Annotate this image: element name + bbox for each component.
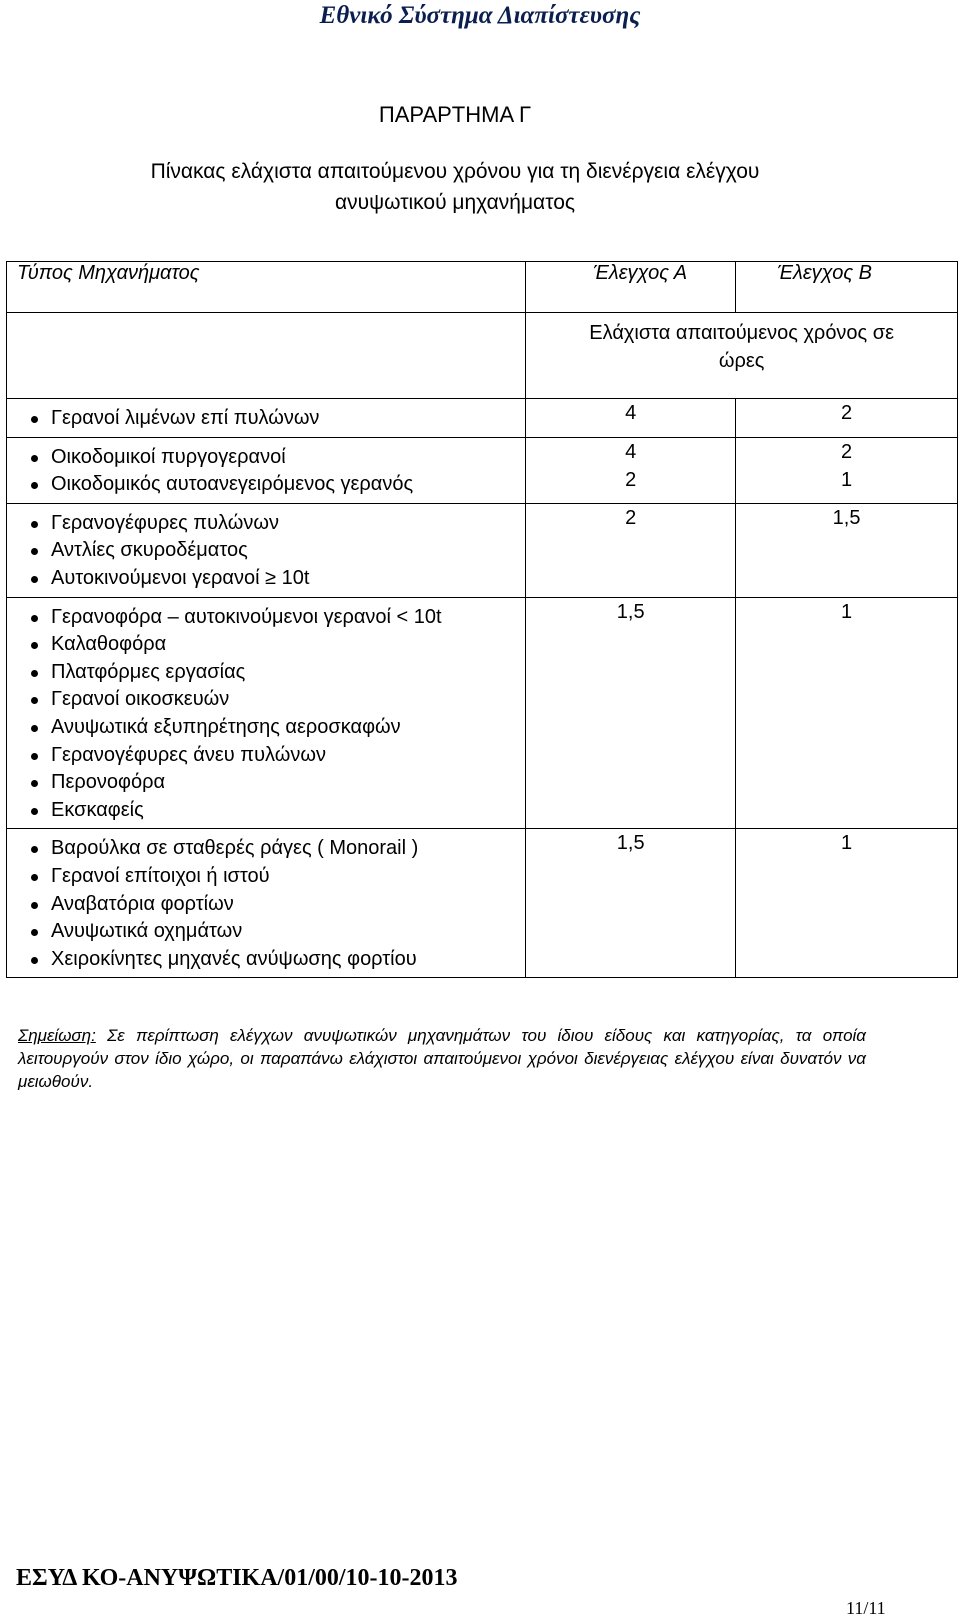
check-b-hours: 1 <box>840 832 853 855</box>
list-item: Πλατφόρμες εργασίας <box>31 659 525 687</box>
check-a-hours: 1,5 <box>616 832 645 855</box>
column-header-machine-type: Τύπος Μηχανήματος <box>7 262 526 313</box>
check-b-value <box>736 597 958 829</box>
units-cell <box>526 313 958 399</box>
table-title-line-1: Πίνακας ελάχιστα απαιτούμενου χρόνου για τη διενέργεια ελέγχου <box>150 160 760 183</box>
table-row <box>7 399 958 438</box>
check-b-hours: 1 <box>840 468 853 491</box>
machine-types-cell <box>7 503 526 597</box>
list-item: Αυτοκινούμενοι γερανοί ≥ 10t <box>31 565 525 593</box>
table-units-row <box>7 313 958 399</box>
check-b-hours: 2 <box>840 440 853 463</box>
list-item: Γερανοφόρα – αυτοκινούμενοι γερανοί < 10t <box>31 604 525 632</box>
table-title <box>40 156 870 218</box>
list-item: Καλαθοφόρα <box>31 631 525 659</box>
list-item: Ανυψωτικά εξυπηρέτησης αεροσκαφών <box>31 714 525 742</box>
list-item: Γερανοί οικοσκευών <box>31 686 525 714</box>
check-a-hours: 1,5 <box>616 600 645 623</box>
check-b-hours: 1 <box>840 600 853 623</box>
check-b-value <box>736 829 958 978</box>
column-header-check-b: Έλεγχος Β <box>736 262 958 313</box>
check-b-value <box>736 399 958 438</box>
machine-types-cell <box>7 399 526 438</box>
list-item: Γερανογέφυρες άνευ πυλώνων <box>31 742 525 770</box>
check-a-value <box>526 503 736 597</box>
machine-types-cell <box>7 829 526 978</box>
check-b-hours: 1,5 <box>832 506 861 529</box>
header-title: Εθνικό Σύστημα Διαπίστευσης <box>319 2 641 29</box>
table-row <box>7 437 958 503</box>
machine-list <box>7 829 525 977</box>
list-item: Αντλίες σκυροδέματος <box>31 537 525 565</box>
check-a-hours: 2 <box>625 506 637 529</box>
table-header-row <box>7 262 958 313</box>
machine-types-cell <box>7 597 526 829</box>
check-a-value <box>526 597 736 829</box>
table-title-line-2: ανυψωτικού μηχανήματος <box>335 191 575 214</box>
list-item: Γερανοί επίτοιχοι ή ιστού <box>31 863 525 891</box>
footer-document-code: ΕΣΥΔ ΚΟ-ΑΝΥΨΩΤΙΚΑ/01/00/10-10-2013 <box>16 1565 458 1591</box>
list-item: Γερανογέφυρες πυλώνων <box>31 510 525 538</box>
list-item: Ανυψωτικά οχημάτων <box>31 918 525 946</box>
list-item: Χειροκίνητες μηχανές ανύψωσης φορτίου <box>31 946 525 974</box>
list-item: Γερανοί λιμένων επί πυλώνων <box>31 405 525 433</box>
units-line-1: Ελάχιστα απαιτούμενος χρόνος σε <box>589 322 895 344</box>
table-row <box>7 597 958 829</box>
table-row <box>7 503 958 597</box>
machine-list <box>7 504 525 597</box>
annex-title: ΠΑΡΑΡΤΗΜΑ Γ <box>378 102 532 127</box>
check-b-value <box>736 503 958 597</box>
min-time-table <box>6 261 958 978</box>
list-item: Αναβατόρια φορτίων <box>31 891 525 919</box>
note-text: Σε περίπτωση ελέγχων ανυψωτικών μηχανημάτων του ίδιου είδους και κατηγορίας, τα οποία λειτουργούν στον ίδιο χώρο, οι παραπάνω ελάχιστοι απαιτούμενοι χρόνοι διενέργειας ελέγχου είναι δυνατόν να μειωθούν. <box>18 1026 867 1091</box>
list-item: Περονοφόρα <box>31 769 525 797</box>
machine-list <box>7 399 525 437</box>
table-row <box>7 829 958 978</box>
machine-list <box>7 438 525 503</box>
units-row-empty-cell <box>7 313 526 399</box>
machine-list <box>7 598 525 829</box>
column-header-check-a: Έλεγχος Α <box>526 262 736 313</box>
list-item: Οικοδομικοί πυργογερανοί <box>31 444 525 472</box>
check-a-hours: 4 <box>625 402 637 424</box>
check-b-hours: 2 <box>840 402 853 424</box>
note-label: Σημείωση: <box>18 1026 96 1045</box>
units-line-2: ώρες <box>718 350 765 372</box>
list-item: Οικοδομικός αυτοανεγειρόμενος γερανός <box>31 471 525 499</box>
page-number: 11/11 <box>846 1598 886 1618</box>
check-a-value <box>526 399 736 438</box>
check-a-hours: 2 <box>625 468 637 491</box>
machine-types-cell <box>7 437 526 503</box>
check-a-value <box>526 437 736 503</box>
list-item: Εκσκαφείς <box>31 797 525 825</box>
check-b-value <box>736 437 958 503</box>
check-a-value <box>526 829 736 978</box>
check-a-hours: 4 <box>625 440 637 463</box>
list-item: Βαρούλκα σε σταθερές ράγες ( Monorail ) <box>31 835 525 863</box>
note-paragraph <box>18 1024 866 1093</box>
